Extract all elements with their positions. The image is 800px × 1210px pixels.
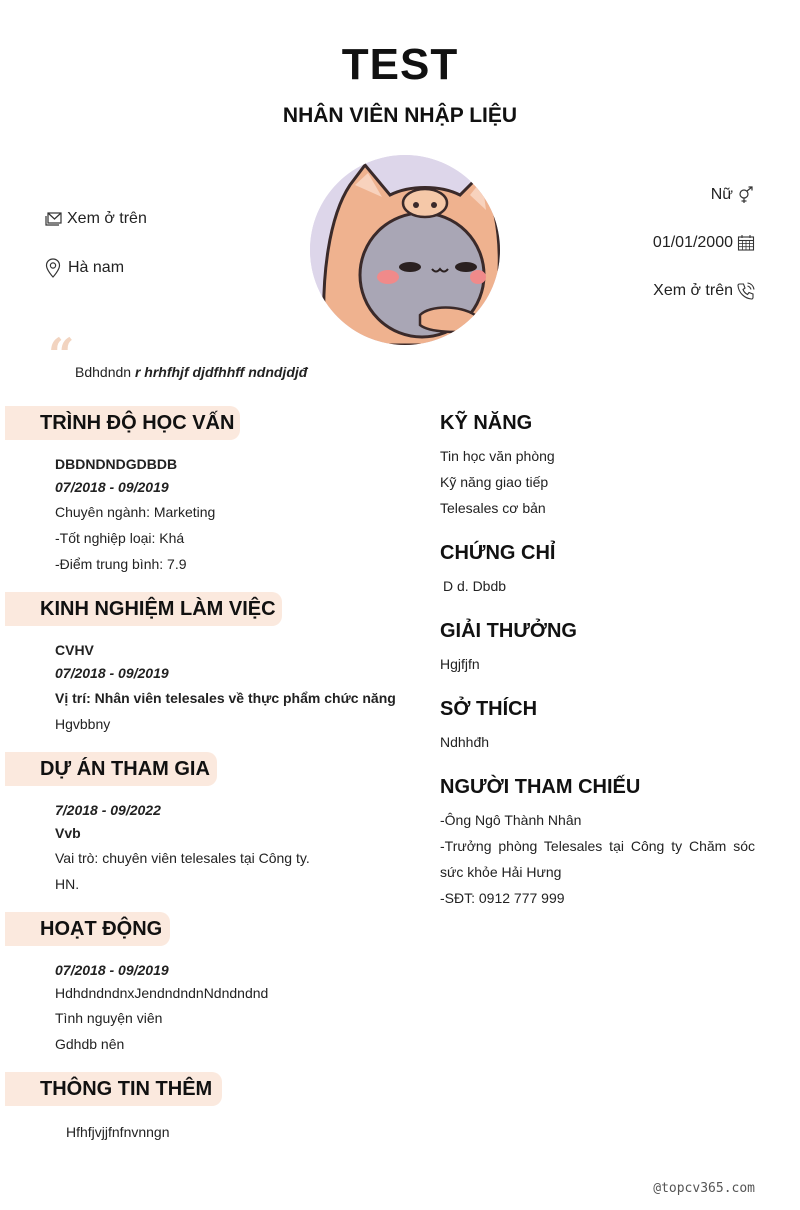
address-text: Hà nam: [68, 259, 125, 276]
objective-plain: Bdhdndn: [75, 364, 135, 380]
skill-item: Tin học văn phòng: [440, 448, 555, 464]
activity-line: HdhdndndnxJendndndnNdndndnd: [55, 985, 269, 1001]
experience-detail: Hgvbbny: [55, 716, 111, 732]
contact-birthday: [653, 234, 755, 252]
hobbies-heading: SỞ THÍCH: [440, 698, 538, 720]
awards-heading: GIẢI THƯỞNG: [440, 620, 577, 642]
activity-period: 07/2018 - 09/2019: [55, 962, 169, 978]
activities-heading: HOẠT ĐỘNG: [40, 918, 163, 940]
calendar-icon: [737, 234, 755, 252]
experience-heading-band: [5, 592, 282, 626]
experience-heading: KINH NGHIỆM LÀM VIỆC: [40, 598, 276, 620]
certificate-item: D d. Dbdb: [443, 578, 507, 594]
hobby-item: Ndhhđh: [440, 734, 490, 750]
activity-line: Gdhdb nên: [55, 1036, 125, 1052]
education-line: Chuyên ngành: Marketing: [55, 504, 216, 520]
experience-company: CVHV: [55, 642, 94, 658]
location-pin-icon: [45, 258, 61, 278]
project-name: Vvb: [55, 825, 81, 841]
candidate-name: TEST: [341, 40, 459, 89]
avatar: [310, 155, 500, 345]
award-item: Hgjfjfn: [440, 656, 480, 672]
projects-heading-band: [5, 752, 217, 786]
reference-details: [440, 807, 755, 911]
contact-phone: [653, 282, 755, 300]
additional-heading: THÔNG TIN THÊM: [40, 1078, 213, 1100]
reference-line: -Ông Ngô Thành Nhân: [440, 812, 582, 828]
project-line: HN.: [55, 876, 80, 892]
birthday-text: 01/01/2000: [652, 234, 733, 251]
quote-mark-icon: “: [48, 328, 75, 382]
project-line: Vai trò: chuyên viên telesales tại Công ty.: [55, 850, 310, 866]
certificates-heading: CHỨNG CHỈ: [440, 542, 556, 564]
additional-heading-band: [5, 1072, 222, 1106]
education-period: 07/2018 - 09/2019: [55, 479, 169, 495]
skills-heading: KỸ NĂNG: [440, 412, 533, 434]
objective-emphasis: r hrhfhjf djdfhhff ndndjdjđ: [134, 364, 308, 380]
contact-address: [45, 258, 124, 278]
skill-item: Telesales cơ bản: [440, 500, 546, 516]
reference-line: -SĐT: 0912 777 999: [440, 890, 565, 906]
envelope-icon: [45, 211, 63, 227]
phone-text: Xem ở trên: [653, 282, 733, 299]
career-objective: [75, 364, 307, 380]
references-heading: NGƯỜI THAM CHIẾU: [440, 776, 641, 798]
contact-email: [45, 210, 147, 228]
email-text: Xem ở trên: [67, 210, 147, 227]
projects-heading: DỰ ÁN THAM GIA: [40, 758, 210, 780]
project-period: 7/2018 - 09/2022: [55, 802, 161, 818]
job-title: NHÂN VIÊN NHẬP LIỆU: [282, 104, 518, 127]
gender-text: Nữ: [710, 186, 733, 203]
activities-heading-band: [5, 912, 170, 946]
education-heading: TRÌNH ĐỘ HỌC VẤN: [40, 412, 235, 434]
education-heading-band: [5, 406, 240, 440]
gender-icon: [737, 186, 755, 204]
education-school: DBDNDNDGDBDB: [55, 456, 178, 472]
education-line: -Điểm trung bình: 7.9: [55, 556, 187, 572]
activity-line: Tình nguyện viên: [55, 1010, 163, 1026]
experience-role: Vị trí: Nhân viên telesales về thực phẩm chức năng: [55, 690, 396, 706]
reference-line: -Trưởng phòng Telesales tại Công ty Chăm sóc sức khỏe Hải Hưng: [440, 838, 755, 880]
skill-item: Kỹ năng giao tiếp: [440, 474, 549, 490]
phone-icon: [737, 282, 755, 300]
experience-period: 07/2018 - 09/2019: [55, 665, 169, 681]
education-line: -Tốt nghiệp loại: Khá: [55, 530, 185, 546]
watermark: @topcv365.com: [653, 1181, 755, 1196]
additional-text: Hfhfjvjjfnfnvnngn: [66, 1124, 170, 1140]
contact-gender: [711, 186, 755, 204]
